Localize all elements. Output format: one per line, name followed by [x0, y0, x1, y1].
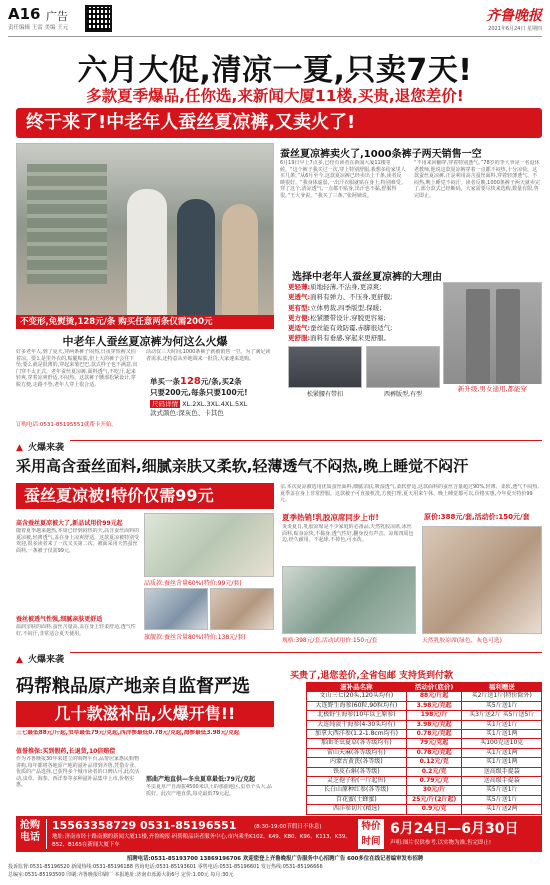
order-phones[interactable]: 15563358729 0531-85196551	[52, 819, 237, 832]
quilt-photo	[210, 588, 274, 630]
reason-item	[288, 333, 438, 343]
mat-title: 夏季热销!乳胶凉席同步上市!	[282, 513, 379, 522]
shelf-decoration	[27, 164, 107, 284]
tonic-promo: 三七最低88元/斤起,虫草最低79元/克起,西洋参最低0.78元/克起,海参最低3.98元/克起	[16, 730, 240, 736]
price-table-header	[307, 683, 542, 692]
special-note: 声明:图片仅供参考,以实物为准,售完即止!	[390, 840, 492, 846]
classified-row: 招聘电话:0531-85193700 13869196706 欢迎您登上齐鲁晚报广告服务中心招聘广告 600多位在线记者编审发布招聘	[126, 856, 424, 862]
quilt-caption: 旗舰款:蚕丝含量80%(特价:138元/套)	[144, 634, 246, 641]
sizes-line	[150, 399, 272, 408]
item-name-cell: 长白山原种红参(各等级)	[307, 786, 407, 795]
item-price-cell: 0.78元/克起	[406, 748, 462, 757]
mat-price: 原价:388元/套,活动价:150元/套	[424, 513, 530, 521]
item-gift-cell: 买3斤送2斤 买5斤送5斤	[462, 711, 542, 720]
item-gift-cell: 买1斤送1两	[462, 748, 542, 757]
quilt-title: 蚕丝夏凉被!特价仅需99元	[24, 486, 214, 505]
item-name-cell: 文山三七(20头,120头均有)	[307, 692, 407, 701]
pants-leg	[466, 289, 490, 384]
table-row	[307, 767, 542, 776]
quilt-text: 温润亲肤的面料,蚕丝含量高,盖在身上轻柔舒适,透气性好,不闷汗,非常适合夏天使用。	[16, 624, 136, 637]
masthead-logo: 齐鲁晚报	[486, 8, 542, 24]
pants-leg	[496, 289, 520, 384]
reason-text: 立体剪裁,四季版型,保暖;	[310, 303, 382, 312]
tonic-guarantee: 值誉推保:买到假药,长退货,10倍赔偿	[16, 748, 116, 755]
photo-caption-bar	[16, 315, 274, 329]
quilt-title-bar	[16, 483, 274, 509]
item-name-cell: 雷山天麻(各等级均有)	[307, 748, 407, 757]
sizes-value: XL.2XL.3XL.4XL.5XL	[182, 400, 248, 408]
why-column: 活动仅三天时间,1000条裤子就被销售一空。为了满足读者需求,还特意从外地调来一批货,大家速来选购。	[146, 349, 271, 362]
article-column: 6月19日早上7点多,已经有读者在新闻大厦11楼等候。“这个裤子我买过一次,穿上特别舒服,我想多给家里人买几条。”从6月至今,这款夏凉裤已经卖出上千条,读者反映很好。“我身体虚弱,一出汗衣服就贴在身上,特别难受。穿了这个,清凉透气,一点都不贴身,出汗也不黏,舒服得很。”王大爷说。“我买了三条,”张阿姨说。	[280, 160, 406, 199]
article-column: “不用来回翻穿,穿着特别透气。”78岁的李大爷是一名退休老教师,他说这款夏凉裤穿着一点都不闷热,十分凉快。这款蚕丝夏凉裤,正是利用高含蚕丝面料,穿着轻薄透气、不闷热,晚上睡觉不闷汗。读者反映,1000条裤子两天就卖完了,部分款式已经断码。大家需要尽快来选购,数量有限,售完即止。	[414, 160, 540, 199]
item-name-cell: 北极野生海参(10年以上原参)	[307, 711, 407, 720]
section-divider	[16, 652, 542, 653]
fire-icon: ▲	[16, 443, 23, 453]
item-price-cell: 0.2元/克	[406, 767, 462, 776]
price-pre: 单买一条	[150, 377, 180, 386]
item-price-cell: 3.98元/克起	[406, 720, 462, 729]
item-price-cell: 88元/斤起	[406, 692, 462, 701]
reason-text: 蚕丝能有效防霉,赤脚很适气;	[310, 324, 393, 333]
tonic-banner	[16, 701, 274, 727]
table-row	[307, 758, 542, 767]
store-address: 地址:济南市经十路南侧的新闻大厦11楼,齐鲁晚报·码帮粮品读者服务中心,市内乘坐K102、K49、K80、K96、K113、K39、B52、B165在新闻大厦下车	[52, 834, 351, 848]
reason-text: 质地轻薄,不沾身,更凉爽;	[310, 283, 382, 291]
reason-key: 更透气:	[288, 293, 311, 302]
why-title: 中老年人蚕丝夏凉裤为何这么火爆	[62, 335, 228, 348]
sub-headline: 多款夏季爆品,任你选,来新闻大厦11楼,买贵,退您差价!	[86, 87, 464, 105]
item-name-cell: 内蒙古黄芪(各等级)	[307, 758, 407, 767]
hot-label	[16, 435, 70, 454]
item-gift-cell: 送高级手提袋	[462, 767, 542, 776]
footer-band	[16, 816, 542, 852]
photo-caption: 不变形,免熨烫,128元/条 购买任意两条仅需200元	[20, 317, 213, 327]
main-headline: 六月大促,清凉一夏,只卖7天!	[77, 53, 473, 88]
table-row	[307, 777, 542, 786]
price-line	[150, 376, 272, 387]
item-gift-cell: 买5斤送1斤	[462, 786, 542, 795]
header-cell: 活动价(底价)	[406, 683, 462, 692]
reason-item	[288, 282, 438, 292]
hot-label-text: 火爆来袭	[28, 443, 65, 453]
quilt-photo	[144, 513, 274, 577]
call-label: 抢购电话	[20, 820, 40, 843]
mat-photo	[282, 566, 416, 634]
banner-pants-text: 终于来了!中老年人蚕丝夏凉裤,又卖火了!	[26, 112, 356, 133]
item-gift-cell: 买5斤送1斤	[462, 701, 542, 710]
item-price-cell: 79元/克起	[406, 739, 462, 748]
tonic-text: 作为齐鲁晚报30年来建立的购物平台,品帮居家惠民购物讲购,每年都将各地原产地的滋补品带到齐鲁,凭借专业、优质的产品选择,已获得多个城市读者的口碑认可,此次活动,虫草、海参、西洋参等多种滋补品集中上市,价格实惠。	[16, 756, 140, 788]
reason-item	[288, 313, 438, 323]
classified-footer	[8, 855, 542, 879]
table-row	[307, 720, 542, 729]
quilt-text: 随着夏季越来越热,本周已经到闷热的天,高含蚕丝面料的夏凉被,轻薄透气,盖在身上凉爽舒适。这款夏凉被特别受欢迎,很多读者来了一次又买第二次。被面采用天然蚕丝面料,一条被子仅需99元。	[16, 528, 140, 554]
special-label-box	[358, 819, 384, 849]
item-price-cell: 0.79元/克	[406, 777, 462, 786]
reason-item	[288, 323, 438, 333]
item-gift-cell: 买1斤送1斤	[462, 720, 542, 729]
item-price-cell: 0.78元/克起	[406, 730, 462, 739]
classified-row: 投诉监督:0531-85196520 新闻热线:0531-85196188 咨询电话:0531-85193601 零售电话:0531-85196601 发行热线:0531-85196666	[8, 864, 323, 870]
reason-text: 面料有垂感,穿起来更舒服。	[310, 334, 391, 343]
tonic-subtext: 冬虫夏草产自海拔4500米以上的那曲地区,虫草个头大,品质好。此次产地直供,每克最低79元起。	[146, 784, 272, 797]
reason-key: 更方便:	[288, 313, 311, 322]
qr-code-icon	[85, 5, 112, 32]
hot-label	[16, 647, 70, 666]
quilt-subhead: 高含蚕丝夏凉被大了,新品试用价99元起	[16, 520, 123, 527]
item-name-cell: 大连纯淡干海参(4-30头均有)	[307, 720, 407, 729]
item-price-cell: 0.9元/克	[406, 805, 462, 814]
reason-key: 更适气:	[288, 324, 311, 333]
header	[8, 5, 542, 35]
item-name-cell: 灵芝孢子粉(一斤起售)	[307, 777, 407, 786]
price-table-wrap	[306, 682, 542, 815]
reason-text: 面料有弹力、不压身,更舒服;	[310, 293, 393, 302]
editor-line: 责任编辑 王雷 美编 王元	[8, 25, 69, 31]
table-row	[307, 730, 542, 739]
special-label: 特价时间	[361, 821, 381, 847]
section2-banner: 采用高含蚕丝面料,细腻亲肤又柔软,轻薄透气不闷热,晚上睡觉不闷汗	[16, 457, 469, 475]
section-divider	[16, 440, 542, 441]
pants-caption: 新升级,男女通用,都能穿	[443, 384, 542, 393]
table-row	[307, 692, 542, 701]
tonic-subhead: 那曲产地直供—冬虫夏草最低:79元/克起	[146, 776, 255, 783]
styles-line: 款式颜色:深灰色、卡其色	[150, 409, 224, 417]
mat-caption: 规格:398元/套,活动试用价:150元/套	[282, 638, 378, 644]
item-gift-cell: 送高级手提袋	[462, 777, 542, 786]
section-name: 广告	[46, 10, 68, 23]
item-price-cell: 30元/斤	[406, 786, 462, 795]
item-price-cell: 3.98元/克起	[406, 701, 462, 710]
item-gift-cell: 买1斤送1两	[462, 758, 542, 767]
header-cell: 福利赠送	[462, 683, 542, 692]
table-row	[307, 711, 542, 720]
item-name-cell: 铁皮石斛(各等级)	[307, 767, 407, 776]
tonic-banner-text: 几十款滋补品,火爆开售!!	[54, 704, 236, 723]
quilt-caption: 品质款:蚕丝含量60%(特价:99元/套)	[144, 580, 242, 587]
person-figure	[222, 204, 258, 329]
price-box	[150, 376, 272, 420]
person-figure	[177, 199, 215, 329]
page-number: A16	[8, 5, 41, 23]
call-divider	[46, 819, 47, 849]
item-name-cell: 大连野生海参(60粒,90粒均有)	[307, 701, 407, 710]
reason-key: 更轻薄:	[288, 283, 311, 291]
item-name-cell: 加拿大西洋参(1.2-1.8cm均有)	[307, 730, 407, 739]
quilt-subhead: 蚕丝被透气性强,细腻亲肤更舒适	[16, 616, 103, 623]
item-gift-cell: 买100克送10克	[462, 739, 542, 748]
item-name-cell: 百花蜜(土蜂蜜)	[307, 795, 407, 804]
order-phone: 订购电话:0531-85195551就帮卡开始。	[16, 422, 117, 428]
pants-caption: 松紧腰有带扣	[306, 391, 343, 398]
price-line-2: 只要200元,每条只要100元!	[150, 388, 248, 397]
price-table	[306, 682, 542, 815]
mat-photo	[422, 526, 542, 634]
pants-photo-small	[288, 346, 362, 388]
person-figure	[127, 189, 167, 329]
pants-photo-large	[443, 282, 542, 392]
item-gift-cell: 买1斤送1两	[462, 730, 542, 739]
item-price-cell: 25元/斤(2斤起)	[406, 795, 462, 804]
item-name-cell: 西洋参切片(精选)	[307, 805, 407, 814]
section3-title: 码帮粮品原产地亲自监督严选	[16, 676, 250, 697]
item-price-cell: 0.12元/克	[406, 758, 462, 767]
hot-label-text: 火爆来袭	[28, 655, 65, 665]
header-rule	[8, 36, 542, 37]
table-row	[307, 805, 542, 814]
mat-caption: 天然乳胶凉席(绿色、灰色可选)	[422, 638, 502, 644]
reasons-list	[288, 282, 438, 344]
order-hours: (8:30-19:00节假日不休息)	[254, 824, 322, 830]
item-name-cell: 那曲冬虫夏草(各等级均有)	[307, 739, 407, 748]
classified-row: 总编室:0531-85193500 印刷:齐鲁晚报印刷厂 本报地址:济南市泺源大街6号 定价:1.00元 每月:30元	[8, 872, 234, 878]
sizes-label: 尺码详情	[152, 400, 178, 408]
table-row	[307, 701, 542, 710]
item-gift-cell: 买2斤送1斤(特价除外)	[462, 692, 542, 701]
quilt-photo	[144, 588, 208, 630]
reason-item	[288, 303, 438, 313]
reason-key: 更有型:	[288, 303, 311, 312]
article-title: 蚕丝夏凉裤卖火了,1000条裤子两天销售一空	[280, 149, 482, 160]
date-line: 2021年6月24日 星期四	[488, 26, 542, 32]
item-gift-cell: 买1斤送2两	[462, 805, 542, 814]
store-photo	[16, 143, 274, 329]
price-post: 元/条,买2条	[200, 377, 242, 386]
reason-text: 松紧腰带设计,穿脱更容易;	[310, 313, 386, 322]
price-box-title: 买贵了,退您差价,全省包邮 支持货到付款	[290, 671, 453, 681]
reasons-title: 选择中老年人蚕丝夏凉裤的大理由	[292, 272, 442, 283]
banner-pants	[16, 108, 542, 138]
fire-icon: ▲	[16, 655, 23, 665]
why-column: 好多老年人,到了夏天,穿两条裤子闷热,日夜穿短裤又怕着凉。要么是里外衣的,贴腿贴肤,但上大的裤子会往下坠;要么就是很薄的,穿起来皱巴巴,款式样子也不满意,出门穿不太正式。老年蚕丝夏凉裤,面料透气,不吃汗,起来轻爽,穿着凉爽舒适,不闷热。这款裤子腰部松紧设计,穿脱方便,走路不坠,老年人穿上很合适。	[16, 349, 138, 388]
table-row	[307, 739, 542, 748]
reason-item	[288, 292, 438, 302]
item-gift-cell: 买5斤送1斤	[462, 795, 542, 804]
pants-caption: 西裤版型,有型	[384, 391, 422, 398]
item-price-cell: 198元/斤	[406, 711, 462, 720]
pants-photo-small	[366, 346, 440, 388]
quilt-intro: 亲,本次夏凉被选用优质蚕丝面料,细腻亲肤,吸湿透气,柔软舒适,这款面料的蚕丝含量超过90%,轻薄、柔软,透气不闷热,夏季盖在身上非常舒服。这款被子可直接机洗,方便打理,夏天用来午休、晚上睡觉都可以,价格实惠,今年夏天特价99元。	[280, 484, 539, 503]
mat-text: 炎炎夏日,乳胶凉席是不少家庭的必备品,天然乳胶凉席,冰丝面料,贴身凉快,不黏身,透气性好,翻身没有声音。凉席四周包边,经久耐用。不起球,不掉色,可水洗。	[282, 524, 414, 543]
table-row	[307, 748, 542, 757]
reason-key: 更舒服:	[288, 334, 311, 343]
special-dates: 6月24日—6月30日	[390, 821, 519, 837]
table-row	[307, 786, 542, 795]
price-value: 128	[180, 376, 201, 387]
header-cell: 滋补品名称	[307, 683, 407, 692]
table-row	[307, 795, 542, 804]
